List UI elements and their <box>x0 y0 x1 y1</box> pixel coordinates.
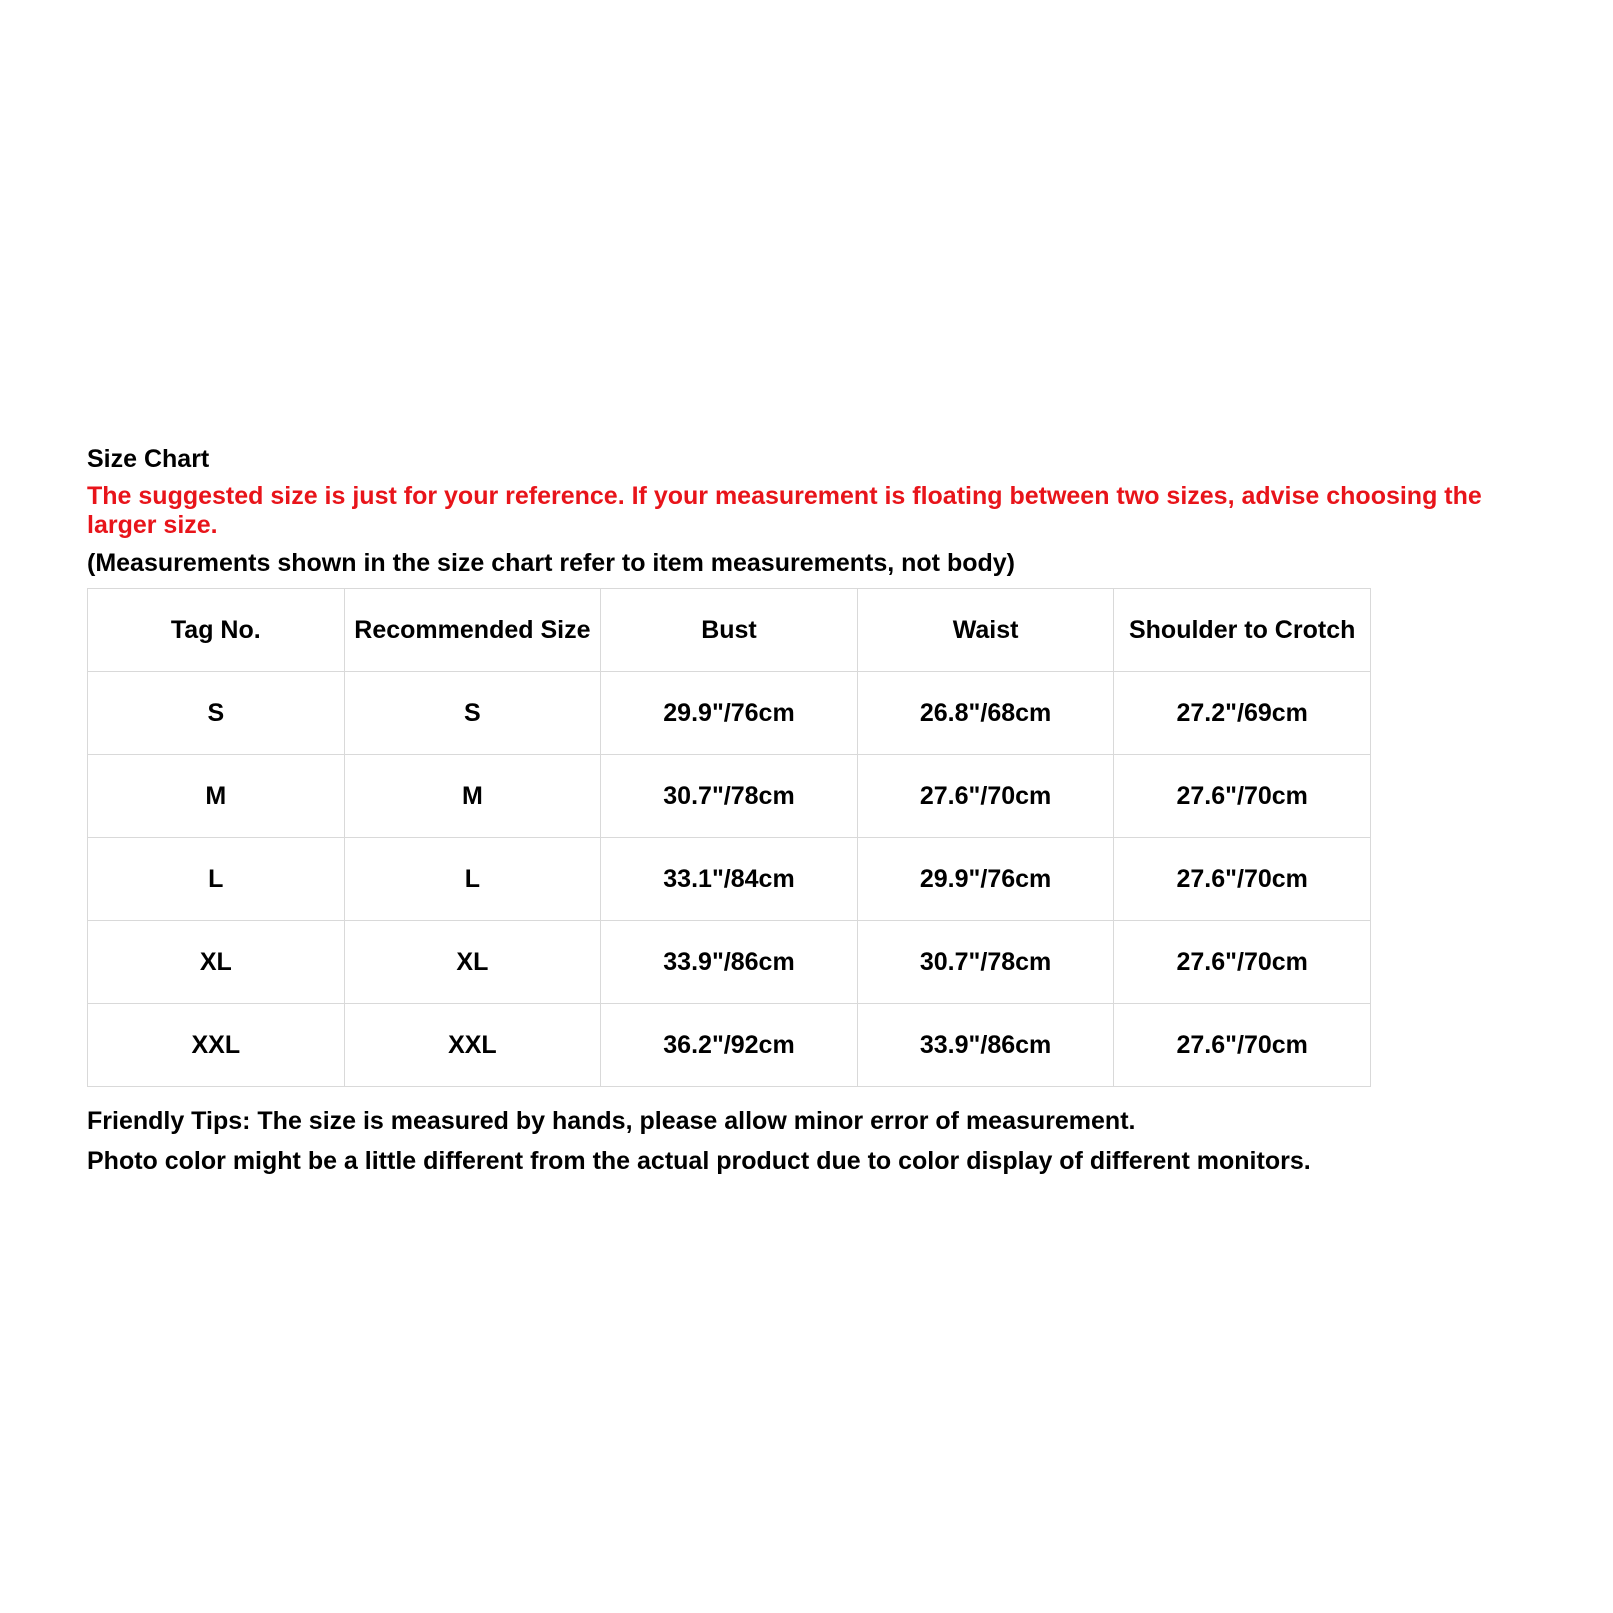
cell-shoulder-to-crotch: 27.6"/70cm <box>1114 838 1371 921</box>
cell-bust: 30.7"/78cm <box>601 755 858 838</box>
friendly-tips <box>87 1101 1557 1181</box>
cell-tag-no: M <box>88 755 345 838</box>
cell-bust: 29.9"/76cm <box>601 672 858 755</box>
header-shoulder-to-crotch: Shoulder to Crotch <box>1114 589 1371 672</box>
cell-bust: 33.1"/84cm <box>601 838 858 921</box>
cell-shoulder-to-crotch: 27.2"/69cm <box>1114 672 1371 755</box>
cell-waist: 26.8"/68cm <box>857 672 1114 755</box>
tip-measurement: Friendly Tips: The size is measured by hands, please allow minor error of measurement. <box>87 1107 1136 1135</box>
cell-shoulder-to-crotch: 27.6"/70cm <box>1114 921 1371 1004</box>
table-row <box>88 838 1371 921</box>
cell-tag-no: XXL <box>88 1004 345 1087</box>
table-row <box>88 921 1371 1004</box>
header-tag-no: Tag No. <box>88 589 345 672</box>
table-header-row <box>88 589 1371 672</box>
cell-bust: 36.2"/92cm <box>601 1004 858 1087</box>
cell-bust: 33.9"/86cm <box>601 921 858 1004</box>
cell-recommended-size: M <box>344 755 601 838</box>
size-table <box>87 588 1371 1087</box>
header-bust: Bust <box>601 589 858 672</box>
table-row <box>88 755 1371 838</box>
cell-waist: 27.6"/70cm <box>857 755 1114 838</box>
cell-recommended-size: L <box>344 838 601 921</box>
page-title: Size Chart <box>87 445 210 473</box>
cell-shoulder-to-crotch: 27.6"/70cm <box>1114 1004 1371 1087</box>
table-row <box>88 672 1371 755</box>
cell-waist: 29.9"/76cm <box>857 838 1114 921</box>
cell-tag-no: XL <box>88 921 345 1004</box>
cell-recommended-size: XL <box>344 921 601 1004</box>
size-chart-panel <box>87 444 1557 1181</box>
cell-tag-no: S <box>88 672 345 755</box>
cell-tag-no: L <box>88 838 345 921</box>
size-warning: The suggested size is just for your reference. If your measurement is floating between two sizes, advise choosing the larger size. <box>87 482 1482 539</box>
measurement-note: (Measurements shown in the size chart refer to item measurements, not body) <box>87 549 1015 577</box>
table-row <box>88 1004 1371 1087</box>
header-waist: Waist <box>857 589 1114 672</box>
cell-recommended-size: XXL <box>344 1004 601 1087</box>
header-recommended-size: Recommended Size <box>344 589 601 672</box>
cell-shoulder-to-crotch: 27.6"/70cm <box>1114 755 1371 838</box>
tip-photo-color: Photo color might be a little different from the actual product due to color display of different monitors. <box>87 1147 1311 1175</box>
cell-waist: 30.7"/78cm <box>857 921 1114 1004</box>
cell-waist: 33.9"/86cm <box>857 1004 1114 1087</box>
cell-recommended-size: S <box>344 672 601 755</box>
